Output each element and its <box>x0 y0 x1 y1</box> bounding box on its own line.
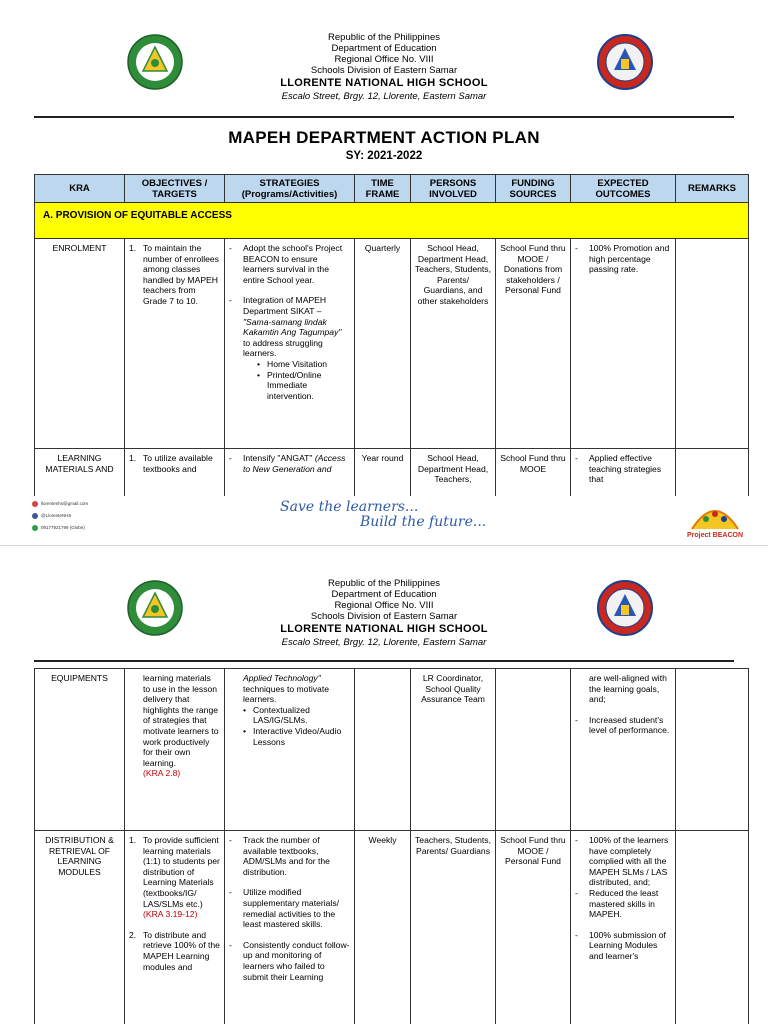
table-row <box>35 239 749 449</box>
phone-icon <box>32 525 38 531</box>
project-beacon-logo-icon <box>686 499 744 539</box>
strategy-cell: - Track the number of available textbooks, ADM/SLMs and for the distribution. - Utilize modified supplementary materials/ remedial activities to the least mastered skills. - Consistently conduct follow-up and monitoring of learners who failed to submit their Learning <box>225 831 355 1024</box>
header-divider <box>34 660 734 662</box>
header-division: Schools Division of Eastern Samar <box>310 65 458 76</box>
header-region: Regional Office No. VIII <box>334 600 434 611</box>
header-republic: Republic of the Philippines <box>328 578 440 589</box>
header-region: Regional Office No. VIII <box>334 54 434 65</box>
action-plan-table-continued <box>34 668 749 1024</box>
objective-cell: 1. To utilize available textbooks and <box>125 449 225 497</box>
document-page-2 <box>0 545 768 1024</box>
document-title: MAPEH DEPARTMENT ACTION PLAN <box>228 128 540 147</box>
time-frame-cell: Quarterly <box>355 239 411 449</box>
kra-reference: (KRA 2.8) <box>143 768 181 779</box>
section-row <box>35 203 749 239</box>
section-a-heading: A. PROVISION OF EQUITABLE ACCESS <box>35 203 749 239</box>
funding-cell: School Fund thru MOOE / Personal Fund <box>496 831 571 1024</box>
header-address: Escalo Street, Brgy. 12, Llorente, Eastern Samar <box>281 637 487 648</box>
outcome-cell: - 100% of the learners have completely complied with all the MAPEH SLMs / LAS distributed, and; - Reduced the least mastered skills in MAPEH. - 100% submission of Learning Modules and learner's <box>571 831 676 1024</box>
header-school-name: LLORENTE NATIONAL HIGH SCHOOL <box>280 623 488 635</box>
funding-cell: School Fund thru MOOE <box>496 449 571 497</box>
kra-reference: (KRA 3.19-12) <box>143 909 198 920</box>
contact-facebook: @LlorenteNHS <box>32 511 71 521</box>
remarks-cell <box>676 669 749 831</box>
school-seal-icon <box>596 33 654 91</box>
col-kra: KRA <box>35 175 125 203</box>
page-footer <box>0 497 768 545</box>
time-frame-cell: Year round <box>355 449 411 497</box>
school-year: SY: 2021-2022 <box>345 150 423 162</box>
header-school-name: LLORENTE NATIONAL HIGH SCHOOL <box>280 77 488 89</box>
school-division-seal-icon <box>126 33 184 91</box>
kra-cell: EQUIPMENTS <box>35 669 125 831</box>
letterhead <box>0 574 768 654</box>
persons-cell: School Head, Department Head, Teachers, <box>411 449 496 497</box>
table-row <box>35 831 749 1024</box>
persons-cell: School Head, Department Head, Teachers, Students, Parents/ Guardians, and other stakeholders <box>411 239 496 449</box>
funding-cell <box>496 669 571 831</box>
action-plan-table-region <box>0 174 768 496</box>
contact-phone: 09177921799 (Globe) <box>32 523 85 533</box>
outcome-cell: are well-aligned with the learning goals, and; - Increased student's level of performance. <box>571 669 676 831</box>
outcome-cell: - 100% Promotion and high percentage passing rate. <box>571 239 676 449</box>
table-row <box>35 669 749 831</box>
header-deped: Department of Education <box>331 43 437 54</box>
school-seal-icon <box>596 579 654 637</box>
remarks-cell <box>676 239 749 449</box>
col-objectives: OBJECTIVES / TARGETS <box>125 175 225 203</box>
header-deped: Department of Education <box>331 589 437 600</box>
outcome-cell: - Applied effective teaching strategies that <box>571 449 676 497</box>
funding-cell: School Fund thru MOOE / Donations from stakeholders / Personal Fund <box>496 239 571 449</box>
remarks-cell <box>676 831 749 1024</box>
col-expected: EXPECTED OUTCOMES <box>571 175 676 203</box>
col-persons: PERSONS INVOLVED <box>411 175 496 203</box>
time-frame-cell: Weekly <box>355 831 411 1024</box>
facebook-icon <box>32 513 38 519</box>
col-funding: FUNDING SOURCES <box>496 175 571 203</box>
col-time-frame: TIME FRAME <box>355 175 411 203</box>
time-frame-cell <box>355 669 411 831</box>
remarks-cell <box>676 449 749 497</box>
objective-cell: 1. To maintain the number of enrollees among classes handled by MAPEH teachers from Grade 7 to 10. <box>125 239 225 449</box>
slogan-line-1: Save the learners... <box>280 499 419 515</box>
header-division: Schools Division of Eastern Samar <box>310 611 458 622</box>
header-address: Escalo Street, Brgy. 12, Llorente, Eastern Samar <box>281 91 487 102</box>
kra-cell: ENROLMENT <box>35 239 125 449</box>
action-plan-table <box>34 174 749 496</box>
header-divider <box>34 116 734 118</box>
strategy-cell: Applied Technology" techniques to motivate learners. • Contextualized LAS/IG/SLMs. • Interactive Video/Audio Lessons <box>225 669 355 831</box>
beacon-logo-text: Project BEACON <box>686 532 744 539</box>
header-republic: Republic of the Philippines <box>328 32 440 43</box>
persons-cell: Teachers, Students, Parents/ Guardians <box>411 831 496 1024</box>
email-icon <box>32 501 38 507</box>
kra-cell: LEARNING MATERIALS AND <box>35 449 125 497</box>
objective-cell: 1. To provide sufficient learning materials (1:1) to students per distribution of Learning Materials (textbooks/IG/ LAS/SLMs etc.) (KRA 3.19-12) 2. To distribute and retrieve 100% of the MAPEH Learning modules and <box>125 831 225 1024</box>
contact-email: llorentenhs@gmail.com <box>32 499 88 509</box>
strategy-cell: - Intensify "ANGAT" (Access to New Generation and <box>225 449 355 497</box>
letterhead <box>0 28 768 108</box>
school-division-seal-icon <box>126 579 184 637</box>
table-header-row <box>35 175 749 203</box>
table-row <box>35 449 749 497</box>
persons-cell: LR Coordinator, School Quality Assurance Team <box>411 669 496 831</box>
col-remarks: REMARKS <box>676 175 749 203</box>
kra-cell: DISTRIBUTION & RETRIEVAL OF LEARNING MODULES <box>35 831 125 1024</box>
slogan-line-2: Build the future... <box>360 514 487 530</box>
objective-cell: learning materials to use in the lesson delivery that highlights the range of strategies that motivate learners to work productively for their own learning. (KRA 2.8) <box>125 669 225 831</box>
col-strategies: STRATEGIES (Programs/Activities) <box>225 175 355 203</box>
action-plan-table-continued-region <box>0 668 768 1024</box>
strategy-cell: - Adopt the school's Project BEACON to ensure learners survival in the entire School year. - Integration of MAPEH Department SIKAT – "Sama-samang lindak Kakamtin Ang Tagumpay" to address struggling learners. • Home Visitation • Printed/Online Immediate intervention. <box>225 239 355 449</box>
